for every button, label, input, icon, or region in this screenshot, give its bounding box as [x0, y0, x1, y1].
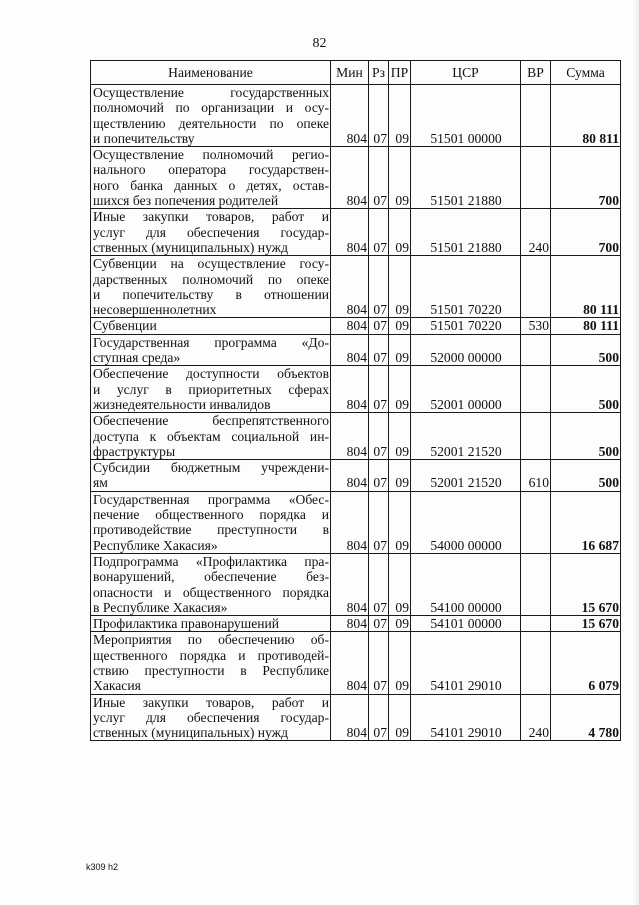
row-sum: 500: [551, 413, 621, 460]
row-name: [91, 460, 331, 492]
row-name-line: Осуществление государственных: [93, 85, 329, 100]
row-min: 804: [331, 147, 369, 209]
row-csr: 51501 00000: [411, 85, 521, 147]
row-min: 804: [331, 460, 369, 492]
row-sum: 700: [551, 209, 621, 256]
row-min: 804: [331, 616, 369, 632]
row-sum: 80 111: [551, 256, 621, 318]
header-rz: Рз: [369, 61, 389, 85]
row-name-line: несовершеннолетних: [93, 302, 217, 318]
row-name-line: ществлению деятельности по опеке: [93, 115, 329, 131]
row-sum: 4 780: [551, 694, 621, 741]
row-csr: 54101 00000: [411, 616, 521, 632]
row-pr: 09: [389, 334, 411, 366]
row-name: [91, 616, 331, 632]
row-csr: 51501 21880: [411, 147, 521, 209]
row-sum: 500: [551, 334, 621, 366]
row-min: 804: [331, 491, 369, 553]
row-name: [91, 632, 331, 694]
row-min: 804: [331, 334, 369, 366]
row-csr: 54000 00000: [411, 491, 521, 553]
row-rz: 07: [369, 413, 389, 460]
row-name: [91, 366, 331, 413]
table-row: [91, 460, 621, 492]
header-min: Мин: [331, 61, 369, 85]
row-name-line: Субсидии бюджетным учреждени-: [93, 460, 329, 476]
row-rz: 07: [369, 632, 389, 694]
row-name: [91, 147, 331, 209]
row-sum: 6 079: [551, 632, 621, 694]
row-name-line: Подпрограмма «Профилактика пра-: [93, 553, 329, 569]
row-vr: [521, 413, 551, 460]
row-name-line: печение общественного порядка и: [93, 507, 329, 523]
row-name: [91, 256, 331, 318]
row-rz: 07: [369, 318, 389, 334]
row-min: 804: [331, 318, 369, 334]
table-row: [91, 491, 621, 553]
row-csr: 51501 70220: [411, 256, 521, 318]
row-csr: 54101 29010: [411, 632, 521, 694]
row-min: 804: [331, 632, 369, 694]
row-name-line: щественного порядка и противодей-: [93, 647, 329, 663]
row-pr: 09: [389, 632, 411, 694]
row-name-line: дарственных полномочий по опеке: [93, 271, 329, 287]
row-name-line: Обеспечение беспрепятственного: [93, 413, 329, 429]
row-pr: 09: [389, 366, 411, 413]
row-name: [91, 491, 331, 553]
table-row: [91, 413, 621, 460]
row-vr: [521, 85, 551, 147]
table-body: [91, 85, 621, 741]
row-name-line: опасности и общественного порядка: [93, 584, 329, 600]
row-rz: 07: [369, 85, 389, 147]
row-rz: 07: [369, 366, 389, 413]
row-rz: 07: [369, 491, 389, 553]
row-vr: 240: [521, 209, 551, 256]
row-rz: 07: [369, 460, 389, 492]
row-name-line: Субвенции: [93, 318, 157, 334]
row-name-line: Государственная программа «Обес-: [93, 491, 329, 507]
row-vr: 530: [521, 318, 551, 334]
row-min: 804: [331, 209, 369, 256]
row-name: [91, 85, 331, 147]
row-name-line: жизнедеятельности инвалидов: [93, 396, 271, 412]
table-row: [91, 147, 621, 209]
table-row: [91, 256, 621, 318]
row-name-line: ствию преступности в Республике: [93, 662, 329, 678]
row-vr: [521, 491, 551, 553]
row-rz: 07: [369, 209, 389, 256]
row-rz: 07: [369, 256, 389, 318]
row-vr: [521, 147, 551, 209]
row-min: 804: [331, 85, 369, 147]
header-csr: ЦСР: [411, 61, 521, 85]
row-min: 804: [331, 256, 369, 318]
row-min: 804: [331, 553, 369, 615]
row-sum: 16 687: [551, 491, 621, 553]
row-name-line: услуг для обеспечения государ-: [93, 709, 329, 725]
row-sum: 500: [551, 366, 621, 413]
row-min: 804: [331, 366, 369, 413]
header-name: Наименование: [91, 61, 331, 85]
table-row: [91, 366, 621, 413]
row-name-line: ственных (муниципальных) нужд: [93, 239, 288, 255]
row-csr: 52001 21520: [411, 460, 521, 492]
row-name-line: Профилактика правонарушений: [93, 616, 280, 632]
row-name-line: ственных (муниципальных) нужд: [93, 725, 288, 741]
row-vr: [521, 256, 551, 318]
row-pr: 09: [389, 616, 411, 632]
row-name-line: Субвенции на осуществление госу-: [93, 256, 329, 272]
row-name-line: услуг для обеспечения государ-: [93, 224, 329, 240]
table-row: [91, 632, 621, 694]
row-pr: 09: [389, 491, 411, 553]
row-min: 804: [331, 413, 369, 460]
table-row: [91, 694, 621, 741]
header-row: [91, 61, 621, 85]
row-pr: 09: [389, 256, 411, 318]
row-vr: [521, 632, 551, 694]
row-pr: 09: [389, 553, 411, 615]
row-name-line: Республике Хакасия»: [93, 537, 218, 553]
table-row: [91, 85, 621, 147]
row-name-line: ступная среда»: [93, 350, 181, 366]
row-name-line: и попечительству: [93, 130, 195, 146]
row-name-line: и попечительству в отношении: [93, 286, 329, 302]
row-name-line: и услуг в приоритетных сферах: [93, 381, 329, 397]
row-name-line: Обеспечение доступности объектов: [93, 366, 329, 382]
table-row: [91, 616, 621, 632]
row-vr: [521, 366, 551, 413]
row-vr: 240: [521, 694, 551, 741]
row-rz: 07: [369, 694, 389, 741]
row-rz: 07: [369, 553, 389, 615]
row-pr: 09: [389, 147, 411, 209]
row-name-line: нального оператора государствен-: [93, 162, 329, 178]
row-name-line: Мероприятия по обеспечению об-: [93, 632, 329, 648]
row-vr: [521, 334, 551, 366]
row-csr: 51501 21880: [411, 209, 521, 256]
row-csr: 54101 29010: [411, 694, 521, 741]
row-name-line: ям: [93, 475, 108, 491]
row-rz: 07: [369, 616, 389, 632]
row-name-line: Иные закупки товаров, работ и: [93, 694, 329, 710]
row-name-line: Иные закупки товаров, работ и: [93, 209, 329, 225]
row-pr: 09: [389, 209, 411, 256]
row-vr: [521, 616, 551, 632]
row-name-line: Государственная программа «До-: [93, 334, 329, 350]
row-name-line: вонарушений, обеспечение без-: [93, 569, 329, 585]
table-row: [91, 334, 621, 366]
row-csr: 52000 00000: [411, 334, 521, 366]
row-min: 804: [331, 694, 369, 741]
row-pr: 09: [389, 460, 411, 492]
row-name-line: противодействие преступности в: [93, 522, 329, 538]
row-pr: 09: [389, 318, 411, 334]
row-vr: 610: [521, 460, 551, 492]
row-sum: 80 111: [551, 318, 621, 334]
row-name: [91, 209, 331, 256]
table-row: [91, 553, 621, 615]
row-name-line: фраструктуры: [93, 443, 176, 459]
row-name-line: ного банка данных о детях, остав-: [93, 177, 329, 193]
row-pr: 09: [389, 413, 411, 460]
header-pr: ПР: [389, 61, 411, 85]
table-row: [91, 318, 621, 334]
header-vr: ВР: [521, 61, 551, 85]
page-number: 82: [312, 36, 327, 51]
row-sum: 700: [551, 147, 621, 209]
row-vr: [521, 553, 551, 615]
budget-table: [90, 60, 621, 741]
scan-edge-shadow: [633, 0, 639, 905]
row-name-line: шихся без попечения родителей: [93, 193, 279, 209]
row-name: [91, 413, 331, 460]
row-name-line: Осуществление полномочий регио-: [93, 147, 329, 163]
row-name-line: в Республике Хакасия»: [93, 599, 228, 615]
document-code: k309 h2: [86, 862, 119, 872]
row-sum: 15 670: [551, 553, 621, 615]
row-sum: 80 811: [551, 85, 621, 147]
row-name: [91, 553, 331, 615]
row-csr: 52001 00000: [411, 366, 521, 413]
row-name-line: Хакасия: [93, 678, 141, 694]
row-pr: 09: [389, 694, 411, 741]
row-name: [91, 334, 331, 366]
row-rz: 07: [369, 334, 389, 366]
row-name: [91, 694, 331, 741]
row-sum: 500: [551, 460, 621, 492]
table-row: [91, 209, 621, 256]
row-name-line: доступа к объектам социальной ин-: [93, 428, 329, 444]
row-rz: 07: [369, 147, 389, 209]
row-csr: 52001 21520: [411, 413, 521, 460]
header-sum: Сумма: [551, 61, 621, 85]
row-name-line: полномочий по организации и осу-: [93, 100, 329, 116]
row-pr: 09: [389, 85, 411, 147]
row-name: [91, 318, 331, 334]
row-sum: 15 670: [551, 616, 621, 632]
row-csr: 54100 00000: [411, 553, 521, 615]
row-csr: 51501 70220: [411, 318, 521, 334]
